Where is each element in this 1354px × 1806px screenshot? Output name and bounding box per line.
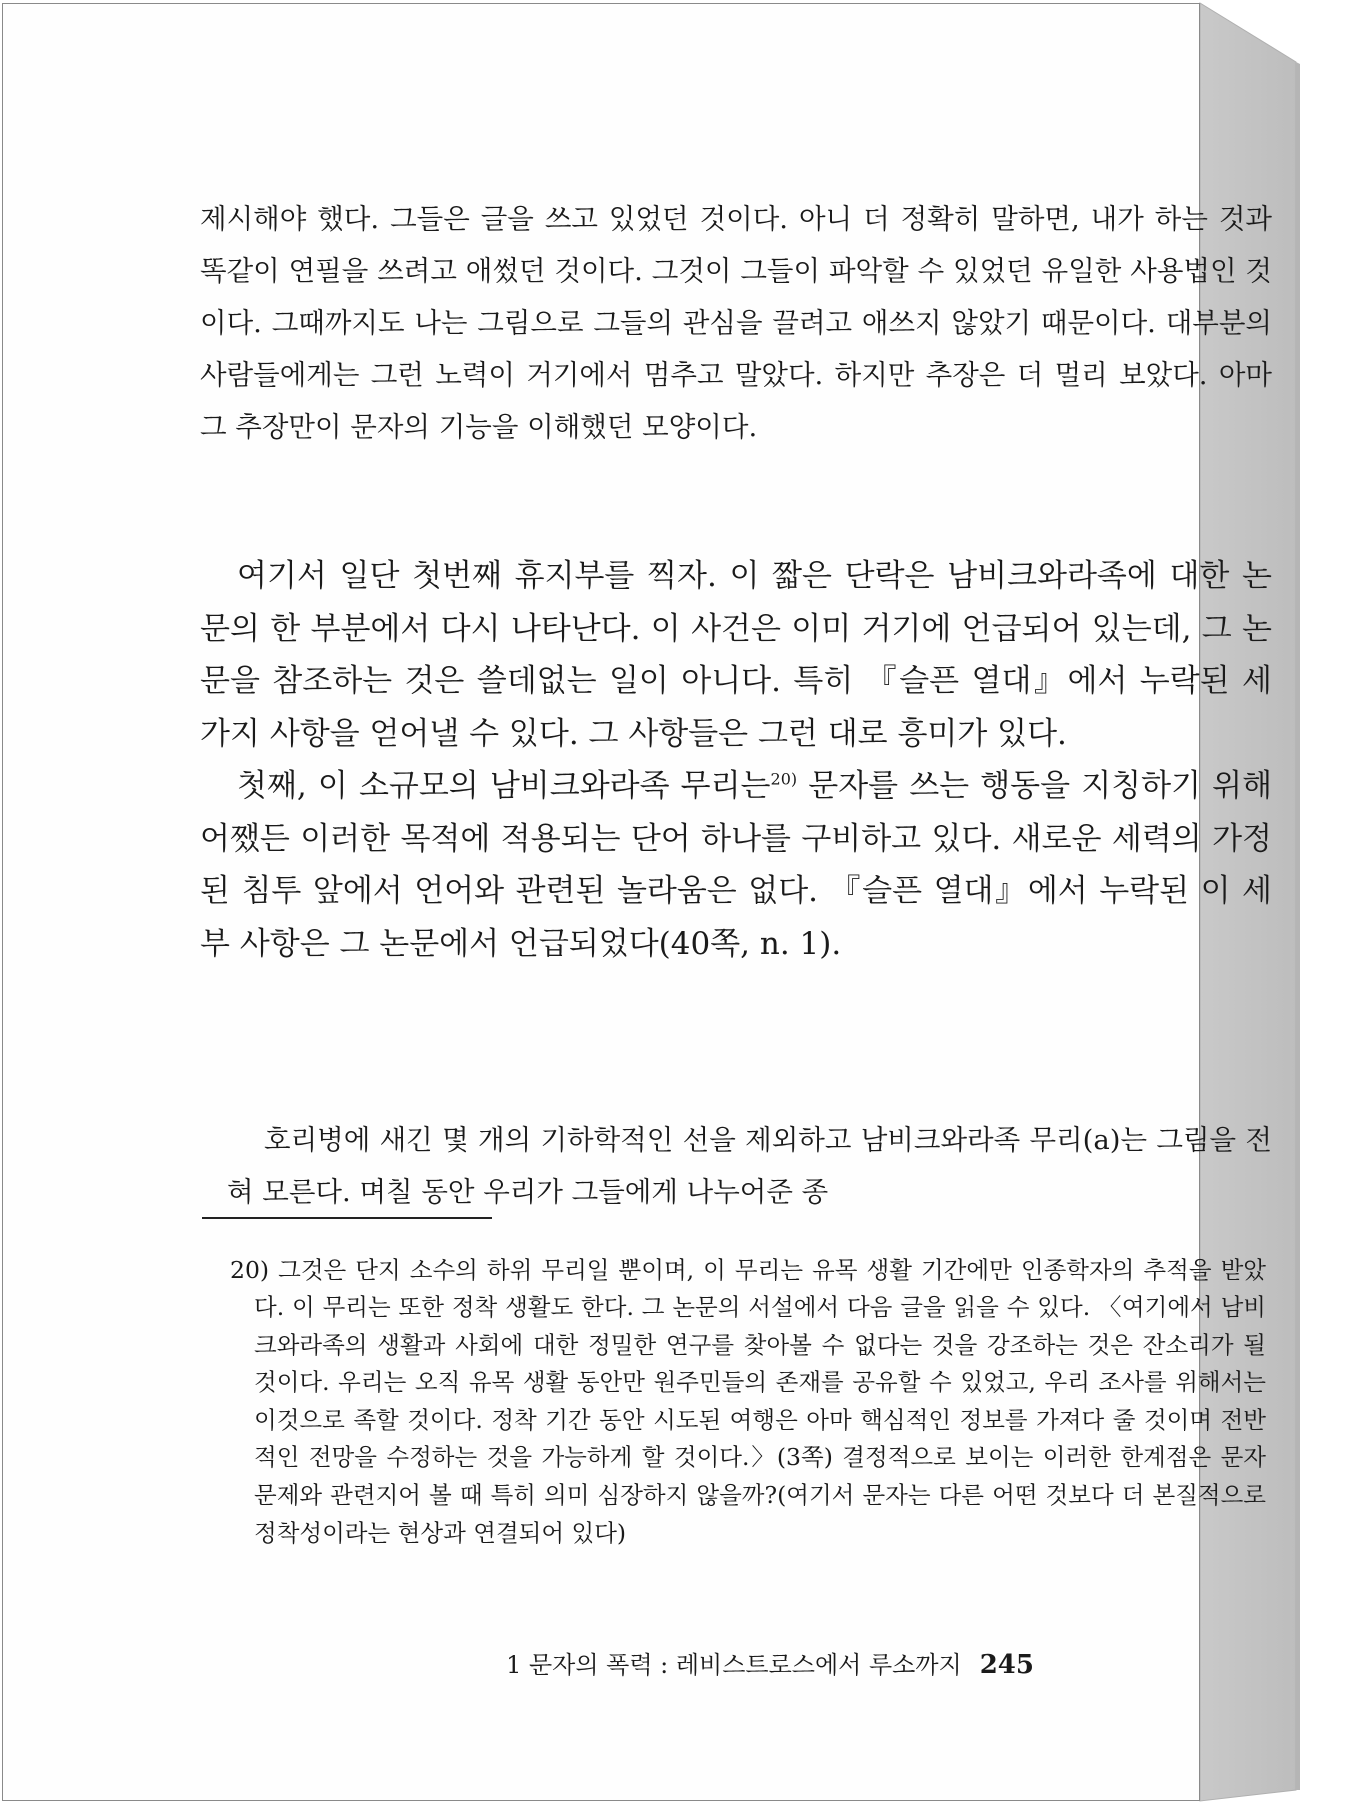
main-text <box>200 550 1272 970</box>
quote-paragraph: 호리병에 새긴 몇 개의 기하학적인 선을 제외하고 남비크와라족 무리(a)는 그림을 전혀 모른다. 며칠 동안 우리가 그들에게 나누어준 종 <box>227 1124 1272 1208</box>
footnote-reference[interactable]: 20) <box>770 769 798 789</box>
paragraph-text-part: 문자를 쓰는 행동을 지칭하기 위해 어쨌든 이러한 목적에 적용되는 단어 하나를 구비하고 있다. 새로운 세력의 가정된 침투 앞에서 언어와 관련된 놀라움은 없다. 『슬픈 열대』에서 누락된 이 세부 사항은 그 논문에서 언급되었다(40쪽, n. 1). <box>200 768 1273 962</box>
footnote-paragraph <box>232 1252 1266 1553</box>
paragraph-text-part: 첫째, 이 소규모의 남비크와라족 무리는 <box>237 768 771 804</box>
paragraph-first-pause: 여기서 일단 첫번째 휴지부를 찍자. 이 짧은 단락은 남비크와라족에 대한 논문의 한 부분에서 다시 나타난다. 이 사건은 이미 거기에 언급되어 있는데, 그 논문을 참조하는 것은 쓸데없는 일이 아니다. 특히 『슬픈 열대』에서 누락된 세 가지 사항을 얻어낼 수 있다. 그 사항들은 그런 대로 흥미가 있다. <box>200 558 1272 752</box>
block-quote-top <box>200 193 1272 453</box>
footnote-text: 그것은 단지 소수의 하위 무리일 뿐이며, 이 무리는 유목 생활 기간에만 인종학자의 추적을 받았다. 이 무리는 또한 정착 생활도 한다. 그 논문의 서설에서 다음 글을 읽을 수 있다. 〈여기에서 남비크와라족의 생활과 사회에 대한 정밀한 연구를 찾아볼 수 없다는 것을 강조하는 것은 잔소리가 될 것이다. 우리는 오직 유목 생활 동안만 원주민들의 존재를 공유할 수 있었고, 우리 조사를 위해서는 이것으로 족할 것이다. 정착 기간 동안 시도된 여행은 아마 핵심적인 정보를 가져다 줄 것이며 전반적인 전망을 수정하는 것을 가능하게 할 것이다.〉(3쪽) 결정적으로 보이는 이러한 한계점은 문자 문제와 관련지어 볼 때 특히 의미 심장하지 않을까?(여기서 문자는 다른 어떤 것보다 더 본질적으로 정착성이라는 현상과 연결되어 있다) <box>254 1255 1266 1547</box>
block-quote-bottom <box>227 1114 1272 1218</box>
footnote-divider <box>202 1217 492 1219</box>
footnote-number: 20) <box>230 1255 270 1284</box>
paragraph-first-point <box>200 760 1272 970</box>
quote-paragraph: 제시해야 했다. 그들은 글을 쓰고 있었던 것이다. 아니 더 정확히 말하면, 내가 하는 것과 똑같이 연필을 쓰려고 애썼던 것이다. 그것이 그들이 파악할 수 있었던 유일한 사용법인 것이다. 그때까지도 나는 그림으로 그들의 관심을 끌려고 애쓰지 않았기 때문이다. 대부분의 사람들에게는 그런 노력이 거기에서 멈추고 말았다. 하지만 추장은 더 멀리 보았다. 아마 그 추장만이 문자의 기능을 이해했던 모양이다. <box>200 203 1272 443</box>
running-footer <box>506 1645 1034 1680</box>
page-number: 245 <box>979 1650 1034 1680</box>
footnote <box>232 1228 1266 1576</box>
running-footer-title: 1 문자의 폭력 : 레비스트로스에서 루소까지 <box>506 1651 962 1679</box>
